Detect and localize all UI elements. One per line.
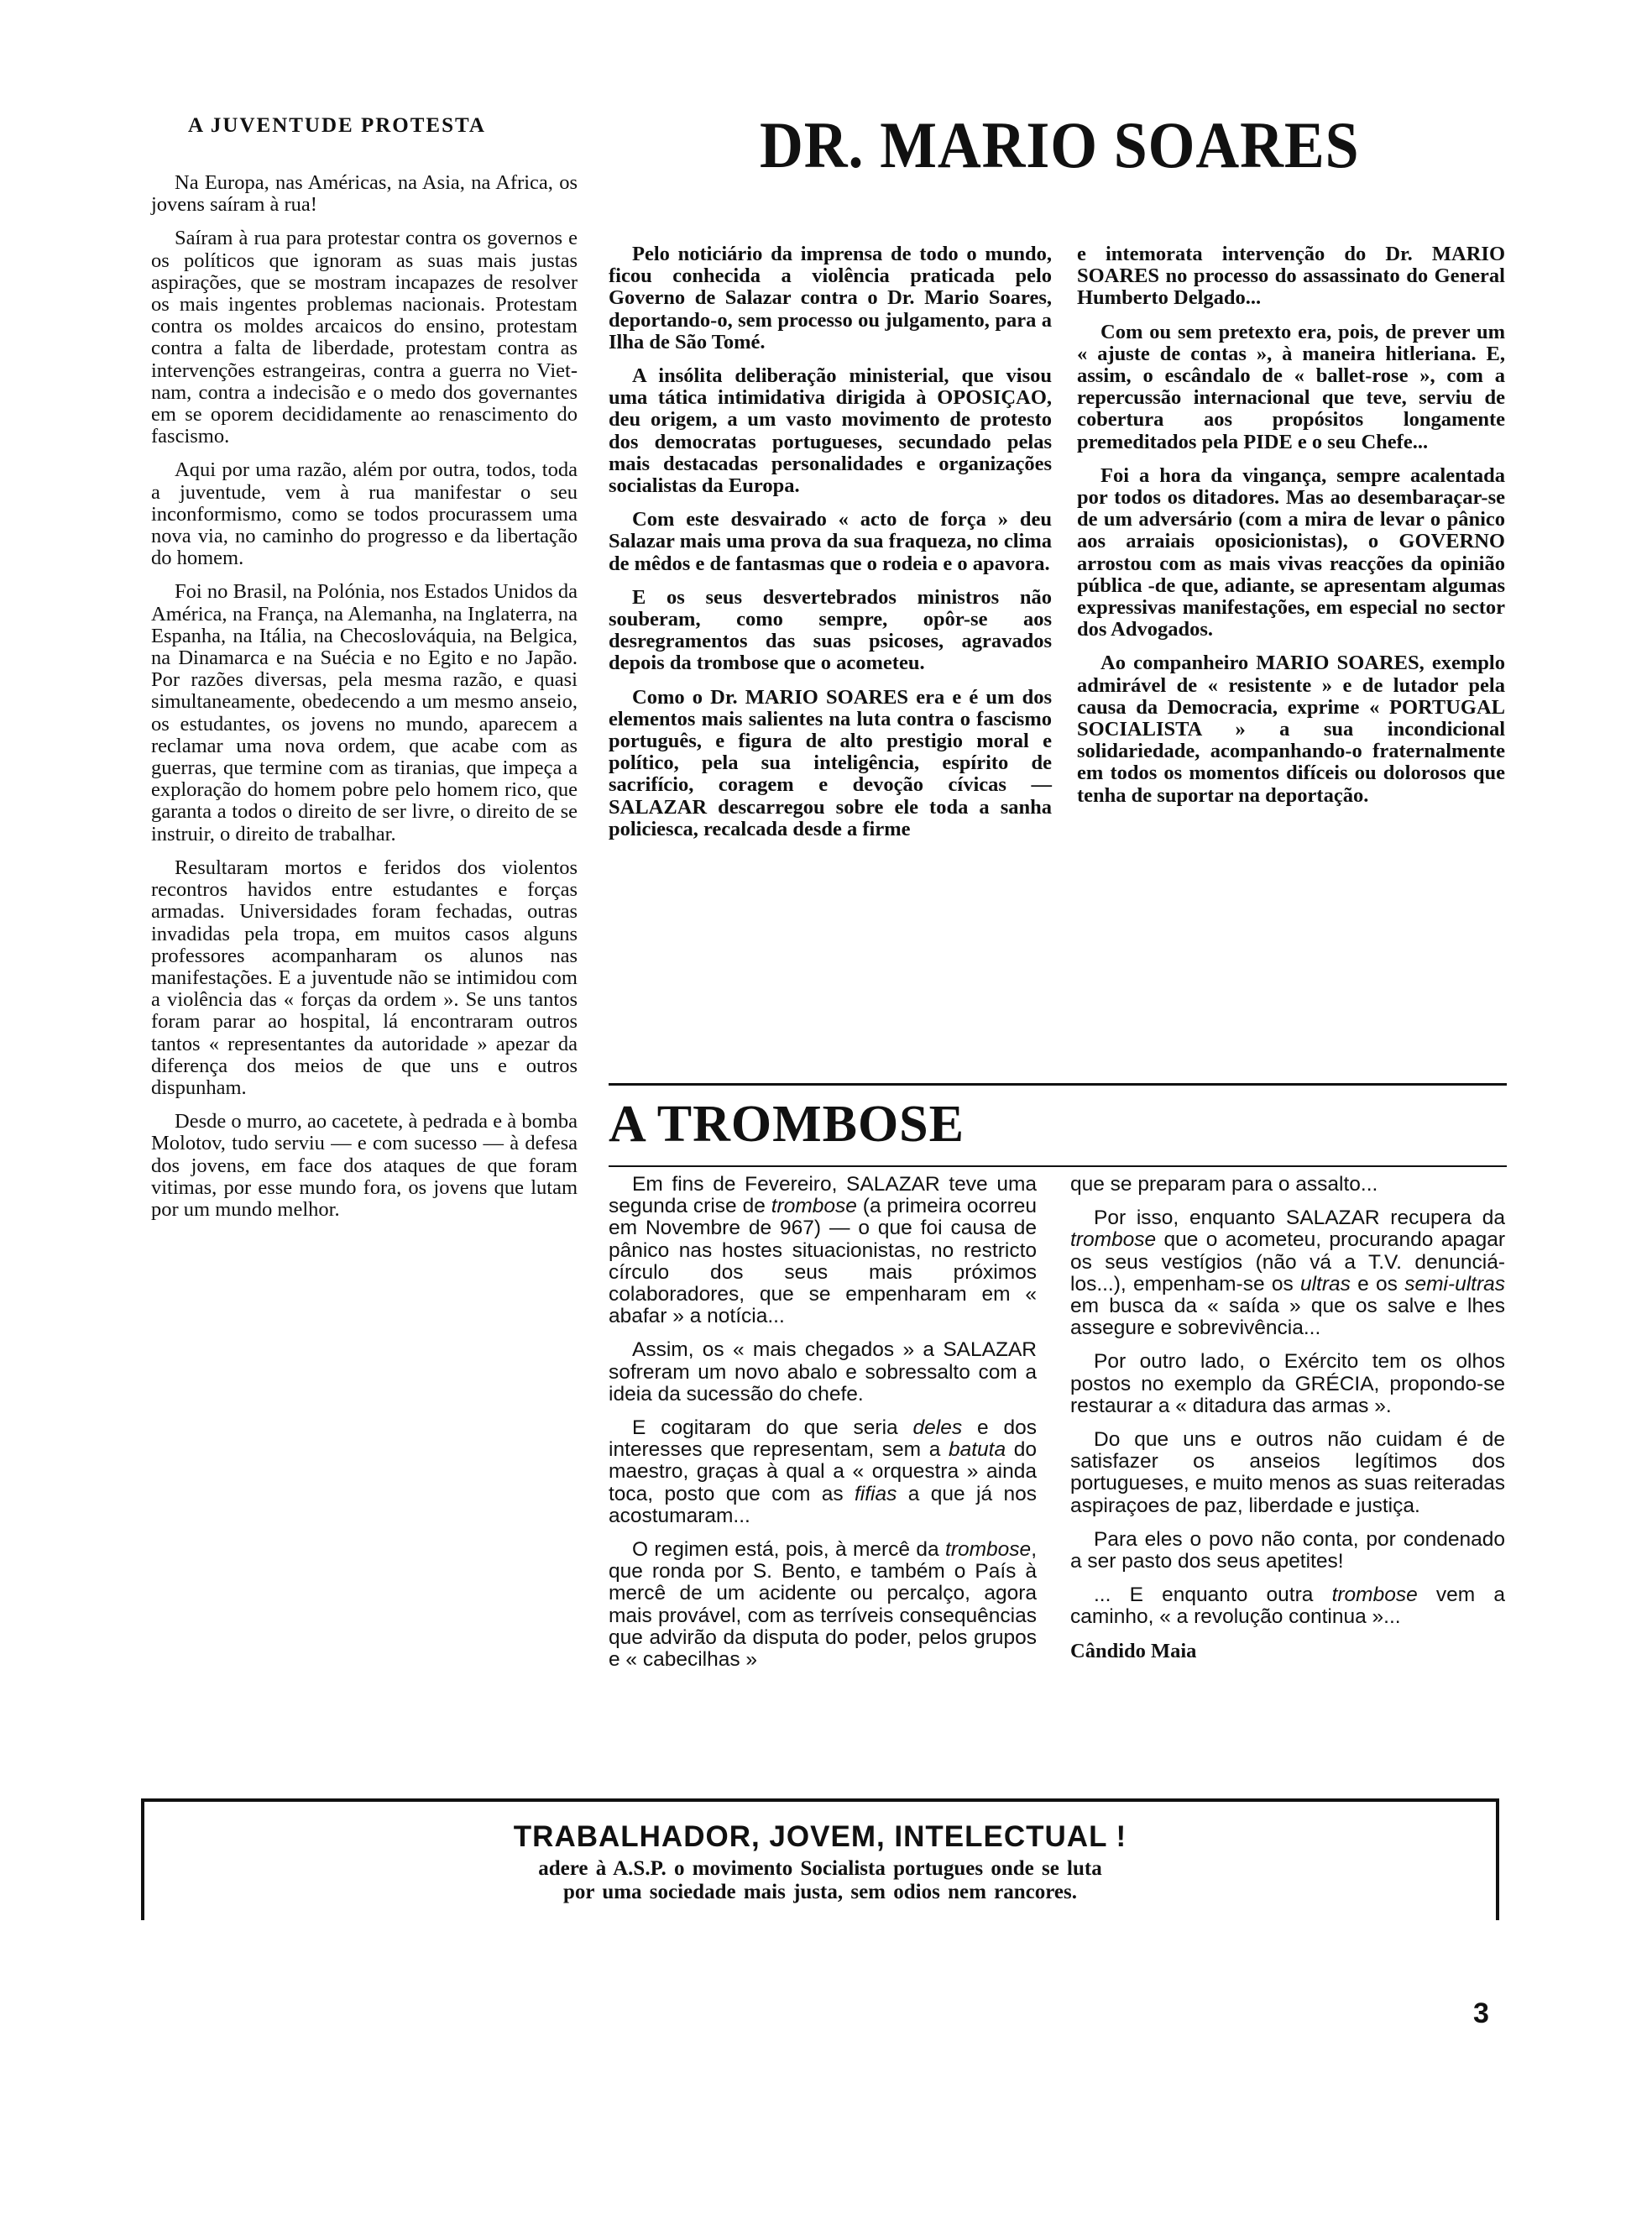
youth-paragraph: Saíram à rua para protestar contra os governos e os políticos que ignoram as suas mais justas aspirações, que se mostram incapazes de resolver os mais ingentes problemas nacionais. Protestam contra os moldes arcaicos do ensino, protestam contra a falta de liberdade, protestam contra as intervenções estrangeiras, contra a guerra no Viet-nam, contra a indecisão e o medo dos governantes em se oporem decididamente ao renascimento do fascismo. — [151, 227, 578, 448]
soares-paragraph: A insólita deliberação ministerial, que visou uma tática intimidativa dirigida à OPOSIÇAO, deu origem, a um vasto movimento de protesto dos democratas portugueses, secundado pelas mais destacadas personalidades e organizações socialistas da Europa. — [609, 364, 1052, 498]
trombose-paragraph: Por isso, enquanto SALAZAR recupera da trombose que o acometeu, procurando apagar os seus vestígios (não vá a T.V. denunciá-los...), empenham-se os ultras e os semi-ultras em busca da « saída » que os salve e lhes assegure e sobrevivência... — [1070, 1207, 1505, 1340]
trombose-paragraph: Do que uns e outros não cuidam é de satisfazer os anseios legítimos dos portugueses, e muito menos as suas reiteradas aspiraçoes de paz, liberdade e justiça. — [1070, 1428, 1505, 1517]
trombose-paragraph: que se preparam para o assalto... — [1070, 1173, 1378, 1196]
soares-paragraph: Com ou sem pretexto era, pois, de prever um « ajuste de contas », à maneira hitleriana. E, assim, o escândalo de « ballet-rose », com a repercussão internacional que teve, serviu de cobertura aos propósitos longamente premeditados pela PIDE e o seu Chefe... — [1077, 320, 1505, 453]
section-divider — [609, 1165, 1507, 1167]
author-signature: Cândido Maia — [1070, 1639, 1197, 1662]
youth-article — [151, 172, 578, 1233]
trombose-title: A TROMBOSE — [609, 1096, 965, 1153]
banner-text: por uma sociedade mais justa, sem odios nem rancores. — [563, 1881, 1077, 1903]
page-number: 3 — [1473, 1997, 1489, 2029]
banner-text: adere à A.S.P. o movimento Socialista portugues onde se luta — [538, 1857, 1102, 1880]
soares-paragraph: Com este desvairado « acto de força » deu Salazar mais uma prova da sua fraqueza, no clima de mêdos e de fantasmas que o rodeia e o apavora. — [609, 508, 1052, 575]
youth-paragraph: Foi no Brasil, na Polónia, nos Estados Unidos da América, na França, na Alemanha, na Inglaterra, na Espanha, na Itália, na Checoslováquia, na Belgica, na Dinamarca e na Suécia e no Egito e no Japão. Por razões diversas, pela mesma razão, e quasi simultaneamente, obedecendo a um mesmo anseio, os estudantes, os jovens no mundo, aparecem a reclamar uma nova ordem, que acabe com as guerras, que termine com as tiranias, que impeça a exploração do homem pobre pelo homem rico, que garanta a todos o direito de ser livre, o direito de se instruir, o direito de trabalhar. — [151, 580, 578, 845]
trombose-paragraph: Por outro lado, o Exército tem os olhos postos no exemplo da GRÉCIA, propondo-se restaurar a « ditadura das armas ». — [1070, 1350, 1505, 1417]
soares-paragraph: e intemorata intervenção do Dr. MARIO SOARES no processo do assassinato do General Humberto Delgado... — [1077, 243, 1505, 310]
youth-heading: A JUVENTUDE PROTESTA — [188, 114, 486, 137]
soares-paragraph: Foi a hora da vingança, sempre acalentada por todos os ditadores. Mas ao desembaraçar-se de um adversário (com a mira de levar o pânico aos arraiais oposicionistas), o GOVERNO arrostou com as mais vivas reacções da opinião pública -de que, adiante, se apresentam algumas expressivas manifestações, em especial no sector dos Advogados. — [1077, 463, 1505, 641]
soares-paragraph: E os seus desvertebrados ministros não souberam, como sempre, opôr-se aos desregramentos das suas psicoses, agravados depois da trombose que o acometeu. — [609, 585, 1052, 675]
soares-column-2 — [1077, 243, 1505, 819]
trombose-paragraph: Para eles o povo não conta, por condenado a ser pasto dos seus apetites! — [1070, 1527, 1505, 1573]
youth-paragraph: Resultaram mortos e feridos dos violentos recontros havidos entre estudantes e forças armadas. Universidades foram fechadas, outras invadidas pela tropa, em muitos casos alguns professores acompanharam os alunos nas manifestações. E a juventude não se intimidou com a violência das « forças da ordem ». Se uns tantos foram parar ao hospital, lá encontraram outros tantos « representantes da autoridade » apezar da diferença dos meios de que uns e outros dispunham. — [151, 856, 578, 1099]
soares-paragraph: Como o Dr. MARIO SOARES era e é um dos elementos mais salientes na luta contra o fascismo português, e figura de alto prestigio moral e político, pela sua inteligência, espírito de sacrifício, coragem e devoção cívicas — SALAZAR descarregou sobre ele toda a sanha policiesca, recalcada desde a firme — [609, 685, 1052, 840]
soares-paragraph: Ao companheiro MARIO SOARES, exemplo admirável de « resistente » e de lutador pela causa da Democracia, exprime « PORTUGAL SOCIALISTA » a sua incondicional solidariedade, acompanhando-o fraternalmente em todos os momentos difíceis ou dolorosos que tenha de suportar na deportação. — [1077, 652, 1505, 807]
trombose-paragraph: Em fins de Fevereiro, SALAZAR teve uma segunda crise de trombose (a primeira ocorreu em Novembre de 967) — o que foi causa de pânico nas hostes situacionistas, no restricto círculo dos seus mais próximos colaboradores, que se empenharam em « abafar » a notícia... — [609, 1173, 1037, 1328]
trombose-paragraph: Assim, os « mais chegados » a SALAZAR sofreram um novo abalo e sobressalto com a ideia da sucessão do chefe. — [609, 1338, 1037, 1406]
soares-column-1 — [609, 243, 1052, 852]
trombose-paragraph: E cogitaram do que seria deles e dos interesses que representam, sem a batuta do maestro, graças à qual a « orquestra » ainda toca, posto que com as fifias a que já nos acostumaram... — [609, 1416, 1037, 1527]
trombose-column-1 — [609, 1174, 1037, 1683]
asp-banner — [141, 1798, 1499, 1920]
soares-title: DR. MARIO SOARES — [760, 108, 1360, 181]
banner-title: TRABALHADOR, JOVEM, INTELECTUAL ! — [513, 1820, 1127, 1853]
youth-paragraph: Aqui por uma razão, além por outra, todos, toda a juventude, vem à rua manifestar o seu inconformismo, como se todos procurassem uma nova via, no caminho do progresso e da libertação do homem. — [151, 458, 578, 570]
youth-paragraph: Desde o murro, ao cacetete, à pedrada e à bomba Molotov, tudo serviu — e com sucesso — à defesa dos jovens, em face dos ataques de que foram vitimas, por esse mundo fora, os jovens que lutam por um mundo melhor. — [151, 1110, 578, 1221]
youth-paragraph: Na Europa, nas Américas, na Asia, na Africa, os jovens saíram à rua! — [151, 171, 578, 217]
trombose-column-2 — [1070, 1174, 1505, 1674]
trombose-paragraph: ... E enquanto outra trombose vem a caminho, « a revolução continua »... — [1070, 1584, 1505, 1629]
soares-paragraph: Pelo noticiário da imprensa de todo o mundo, ficou conhecida a violência praticada pelo Governo de Salazar contra o Dr. Mario Soares, deportando-o, sem processo ou julgamento, para a Ilha de São Tomé. — [609, 243, 1052, 353]
trombose-paragraph: O regimen está, pois, à mercê da trombose, que ronda por S. Bento, e também o País à mercê de um acidente ou percalço, agora mais provável, com as terríveis consequências que advirão da disputa do poder, pelos grupos e « cabecilhas » — [609, 1538, 1037, 1672]
section-divider — [609, 1083, 1507, 1086]
